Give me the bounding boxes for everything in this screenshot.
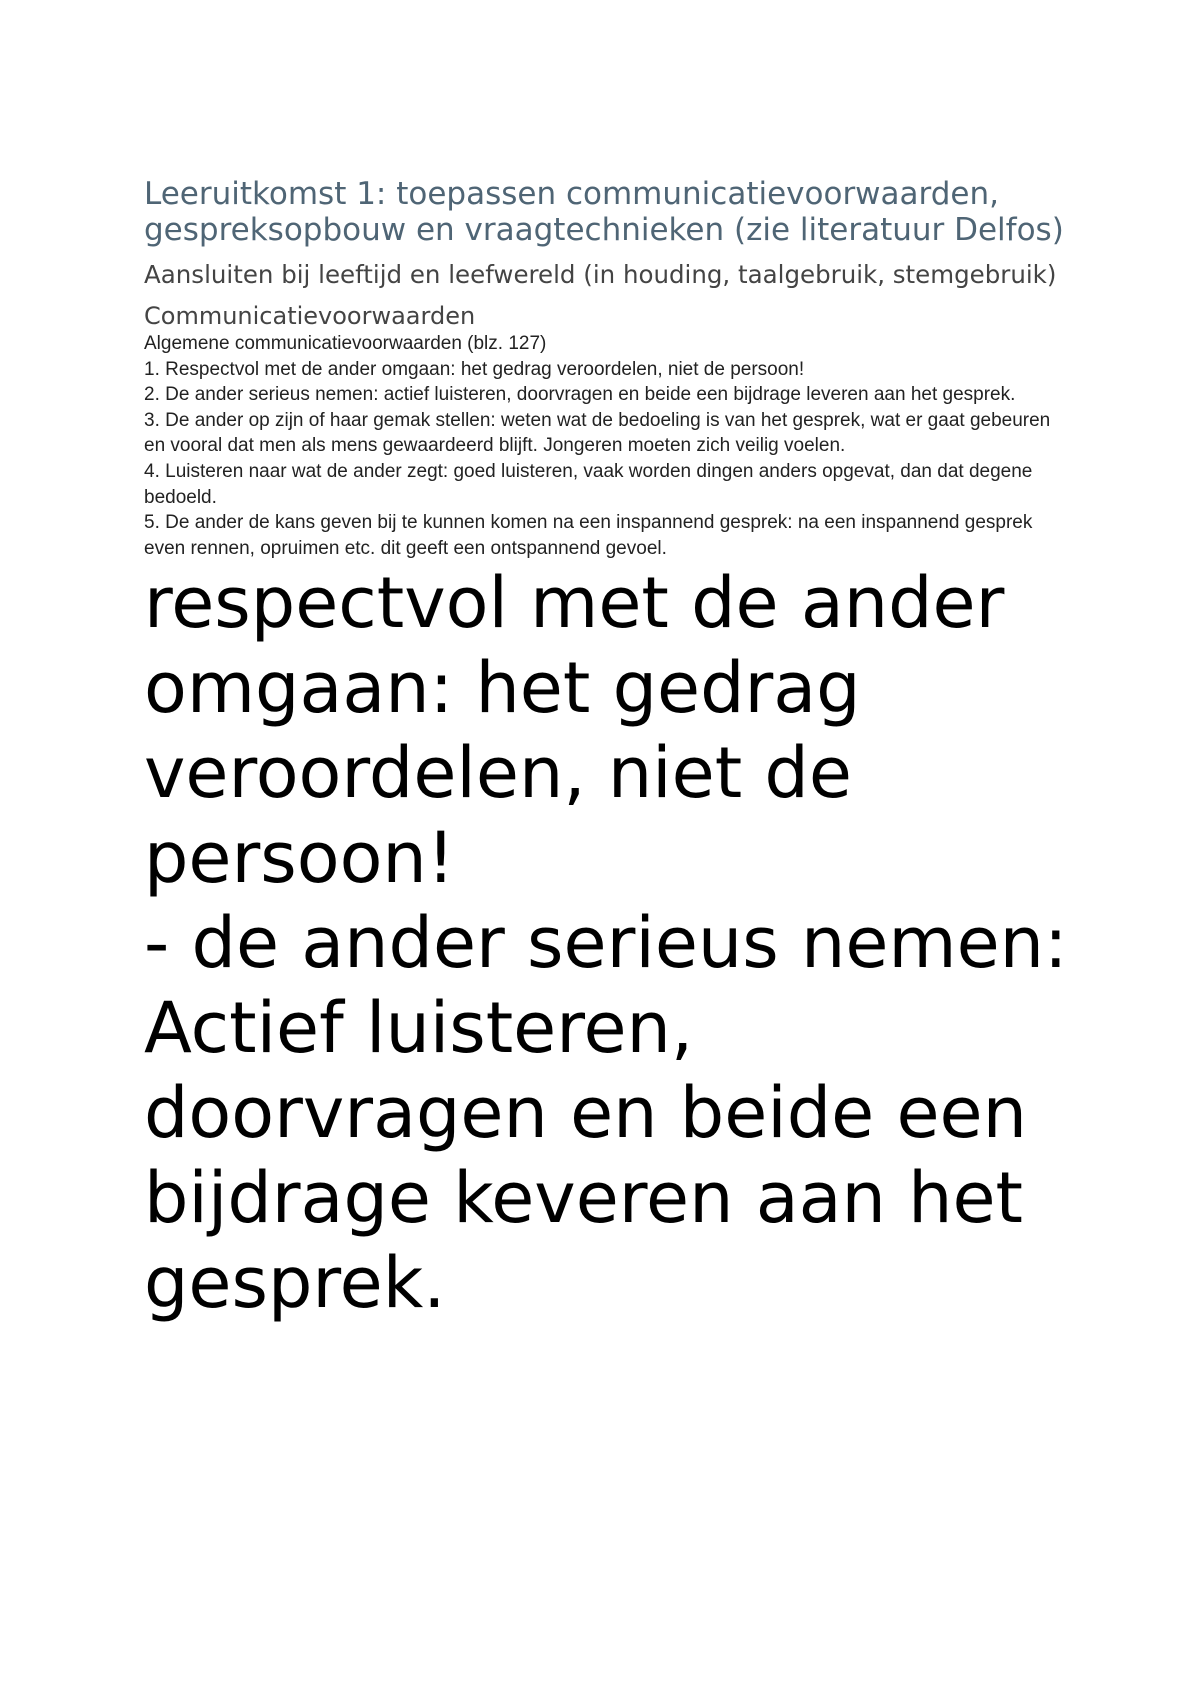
- large-note: respectvol met de ander omgaan: het gedrag veroordelen, niet de persoon!: [144, 562, 1005, 900]
- large-note: - de ander serieus nemen: Actief luisteren, doorvragen en beide een bijdrage keveren aan het gesprek.: [144, 902, 1068, 1325]
- list-item: 2. De ander serieus nemen: actief luisteren, doorvragen en beide een bijdrage leveren aan het gesprek.: [144, 384, 1016, 406]
- list-intro: Algemene communicatievoorwaarden (blz. 127): [144, 333, 547, 354]
- list-item: 3. De ander op zijn of haar gemak stellen: weten wat de bedoeling is van het gesprek, wat er gaat gebeuren en vooral dat men als mens gewaardeerd blijft. Jongeren moeten zich veilig voelen.: [144, 409, 1051, 457]
- list-item: 1. Respectvol met de ander omgaan: het gedrag veroordelen, niet de persoon!: [144, 358, 805, 380]
- heading-learning-outcome: Leeruitkomst 1: toepassen communicatievoorwaarden, gespreksopbouw en vraagtechnieken (zie literatuur Delfos): [144, 176, 1064, 248]
- heading-communication-conditions: Communicatievoorwaarden: [144, 302, 476, 330]
- large-notes: [144, 561, 1074, 1326]
- heading-age-alignment: Aansluiten bij leeftijd en leefwereld (in houding, taalgebruik, stemgebruik): [144, 260, 1057, 289]
- list-item: 5. De ander de kans geven bij te kunnen komen na een inspannend gesprek: na een inspannend gesprek even rennen, opruimen etc. dit geeft een ontspannend gevoel.: [144, 512, 1033, 559]
- conditions-list: [144, 331, 1074, 561]
- list-item: 4. Luisteren naar wat de ander zegt: goed luisteren, vaak worden dingen anders opgevat, dan dat degene bedoeld.: [144, 460, 1033, 508]
- document-content: [144, 176, 1074, 1326]
